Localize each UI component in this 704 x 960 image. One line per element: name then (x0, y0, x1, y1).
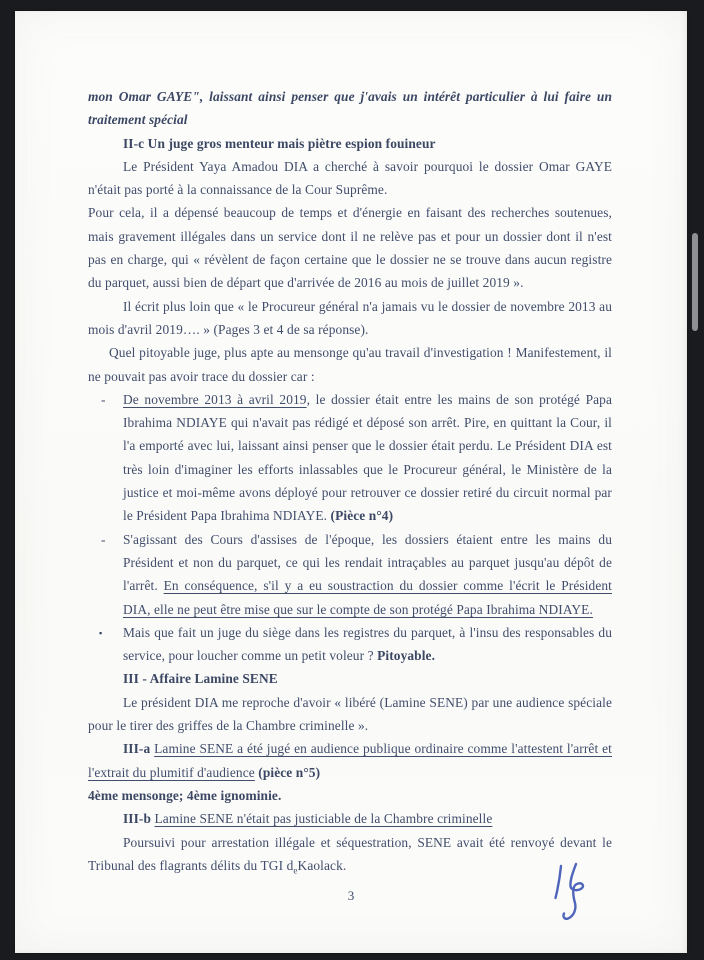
list-item (88, 528, 612, 621)
bullet-marker: ▪ (99, 627, 103, 638)
text-run: 4ème mensonge; 4ème ignominie. (88, 787, 282, 803)
text-run: III - Affaire Lamine SENE (123, 671, 278, 687)
text-run: De novembre 2013 à avril 2019 (123, 391, 307, 407)
paragraph (88, 831, 612, 883)
text-run: III-a (123, 741, 155, 757)
text-run: S'agissant des Cours d'assises de l'époque, les dossiers étaient entre les mains du Président et non du parquet, ce qui les rendait intraçables au parquet jusqu'au dépôt de l'arrêt. (123, 531, 612, 594)
paragraph (88, 155, 612, 202)
text-run: e (293, 865, 298, 876)
text-run: III-b (123, 811, 155, 827)
paragraph (88, 201, 612, 294)
text-run: mon Omar GAYE", laissant ainsi penser que j'avais un intérêt particulier à lui faire un traitement spécial (88, 89, 612, 128)
page-number: 3 (347, 888, 355, 903)
text-run: Lamine SENE a été jugé en audience publique ordinaire comme l'attestent l'arrêt et l'extrait du plumitif d'audience (88, 741, 612, 780)
paragraph (88, 667, 612, 690)
handwritten-paraph-signature (539, 859, 603, 927)
text-run: Poursuivi pour arrestation illégale et séquestration, SENE avait été renvoyé devant le Tribunal des flagrants délits du TGI d (88, 834, 612, 873)
bullet-marker: - (101, 531, 106, 547)
paragraph (88, 807, 612, 830)
text-run: (Pièce n°4) (330, 508, 394, 524)
paragraph (88, 132, 612, 155)
text-run: Quel pitoyable juge, plus apte au mensonge qu'au travail d'investigation ! Manifestement, il ne pouvait pas avoir trace du dossier car : (88, 345, 612, 384)
scrollbar-thumb[interactable] (692, 233, 698, 331)
document-page (15, 11, 687, 953)
text-run: II-c Un juge gros menteur mais piètre espion fouineur (123, 135, 436, 151)
paragraph (88, 295, 612, 342)
paragraph (88, 784, 612, 807)
list-item (88, 621, 612, 668)
paragraph (88, 691, 612, 738)
paragraph (88, 85, 612, 132)
text-run: Lamine SENE n'était pas justiciable de la Chambre criminelle (154, 811, 493, 827)
text-run: Il écrit plus loin que « le Procureur général n'a jamais vu le dossier de novembre 2013 au mois d'avril 2019…. » (Pages 3 et 4 de sa réponse). (88, 298, 612, 337)
text-run: Pour cela, il a dépensé beaucoup de temps et d'énergie en faisant des recherches soutenues, mais gravement illégales dans un service dont il ne relève pas et pour un dossier dont il n'est pas en charge, qui « révèlent de façon certaine que le dossier ne se trouve dans aucun registre du parquet, aussi bien de départ que d'arrivée de 2016 au mois de juillet 2019 ». (88, 205, 612, 291)
document-content (88, 85, 612, 883)
list-item (88, 388, 612, 528)
text-run: (pièce n°5) (258, 764, 321, 780)
text-run: Le Président Yaya Amadou DIA a cherché à savoir pourquoi le dossier Omar GAYE n'était pas porté à la connaissance de la Cour Suprême. (88, 158, 612, 198)
paragraph (88, 341, 612, 388)
text-run: Mais que fait un juge du siège dans les registres du parquet, à l'insu des responsables du service, pour loucher comme un petit voleur ? (123, 624, 612, 664)
text-run: En conséquence, s'il y a eu soustraction du dossier comme l'écrit le Président DIA, elle ne peut être mise que sur le compte de son protégé Papa Ibrahima NDIAYE. (123, 578, 612, 617)
text-run: Pitoyable. (377, 648, 436, 664)
text-run: , le dossier était entre les mains de son protégé Papa Ibrahima NDIAYE qui n'avait pas rédigé et déposé son arrêt. Pire, en quittant la Cour, il l'a emporté avec lui, laissant ainsi penser que le dossier était perdu. Le Président DIA est très loin d'imaginer les efforts inlassables que le Procureur général, le Ministère de la justice et moi-même avons déployé pour retrouver ce dossier retiré du circuit normal par le Président Papa Ibrahima NDIAYE. (123, 391, 612, 524)
bullet-marker: - (101, 391, 106, 407)
text-run: Le président DIA me reproche d'avoir « libéré (Lamine SENE) par une audience spéciale pour le tirer des griffes de la Chambre criminelle ». (88, 694, 612, 734)
paragraph (88, 737, 612, 784)
text-run: Kaolack. (297, 857, 347, 873)
